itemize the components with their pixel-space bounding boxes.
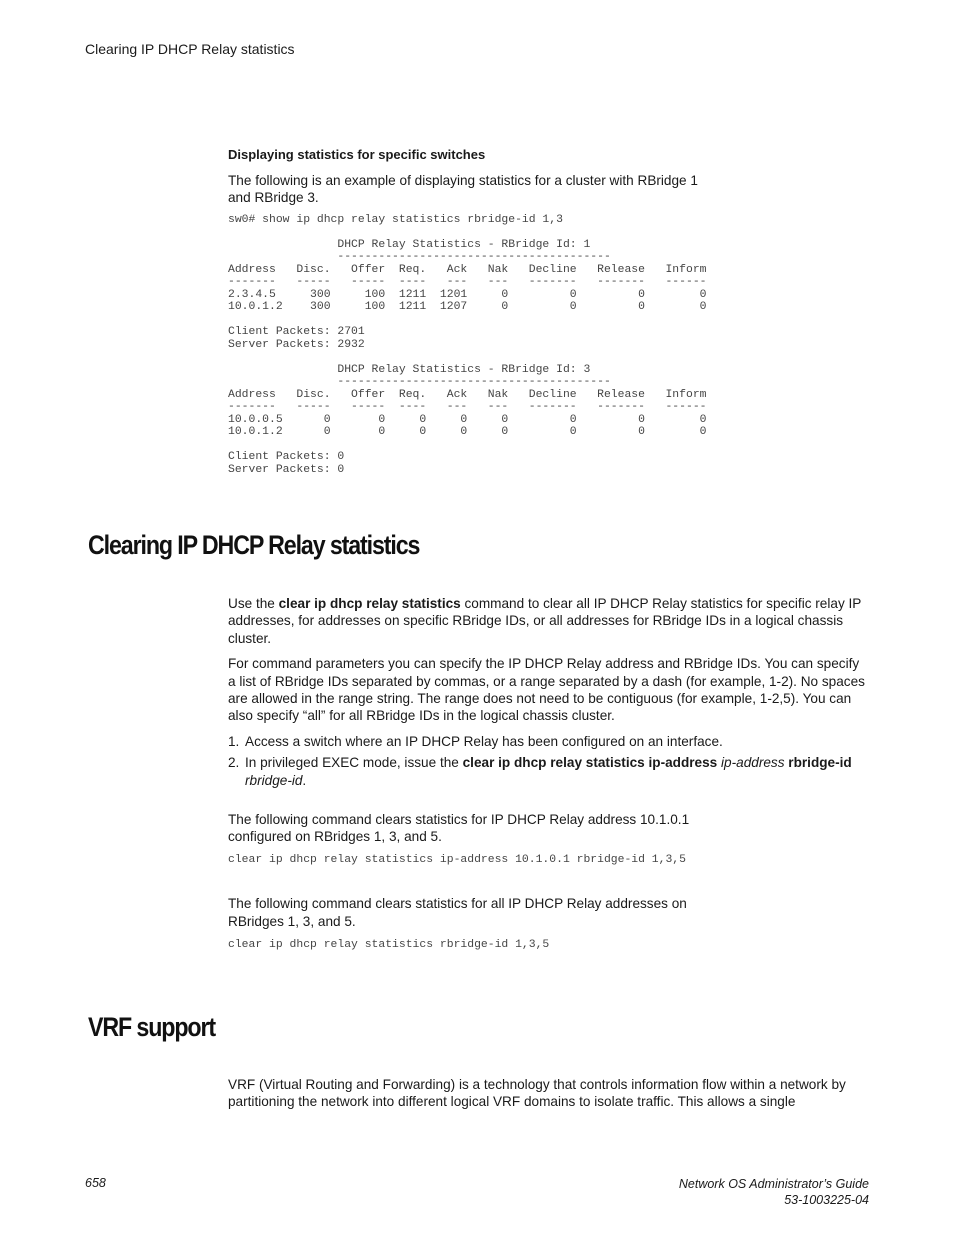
clearing-section [228, 595, 868, 952]
command-name: clear ip dhcp relay statistics [278, 596, 461, 611]
example-2-description: The following command clears statistics for all IP DHCP Relay addresses on RBridges 1, 3, and 5. [228, 896, 687, 929]
footer-doc-info [679, 1176, 869, 1208]
doc-number: 53-1003225-04 [784, 1193, 869, 1207]
clearing-paragraph-1: Use the clear ip dhcp relay statistics command to clear all IP DHCP Relay statistics for specific relay IP addresses, for addresses on specific RBridge IDs, or all addresses for RBridge IDs in a logical chassis cluster. [228, 596, 862, 646]
procedure-steps [228, 733, 868, 789]
intro-paragraph [228, 172, 868, 207]
specific-switches-section [228, 147, 868, 476]
page-title-clearing: Clearing IP DHCP Relay statistics [88, 530, 420, 560]
example-1-description: The following command clears statistics for IP DHCP Relay address 10.1.0.1 configured on RBridges 1, 3, and 5. [228, 812, 690, 845]
vrf-section [228, 1076, 868, 1111]
step-2: 2. In privileged EXEC mode, issue the clear ip dhcp relay statistics ip-address ip-address rbridge-id rbridge-id. [228, 755, 852, 788]
vrf-paragraph: VRF (Virtual Routing and Forwarding) is a technology that controls information flow within a network by partitioning the network into different logical VRF domains to isolate traffic. This allows a single [228, 1077, 846, 1110]
example-2-code: clear ip dhcp relay statistics rbridge-id 1,3,5 [228, 939, 550, 952]
statistics-output-code: sw0# show ip dhcp relay statistics rbridge-id 1,3 DHCP Relay Statistics - RBridge Id: 1 ---------------------------------------- Address Disc. Offer Req. Ack Nak Decline Release Inform ------- ----- ----- ---- --- --- ------- ------- ------ 2.3.4.5 300 100 1211 1201 0 0 0 0 10.0.1.2 300 100 1211 1207 0 0 0 0 Client Packets: 2701 Server Packets: 2932 DHCP Relay Statistics - RBridge Id: 3 ---------------------------------------- Address Disc. Offer Req. Ack Nak Decline Release Inform ------- ----- ----- ---- --- --- ------- ------- ------ 10.0.0.5 0 0 0 0 0 0 0 0 10.0.1.2 0 0 0 0 0 0 0 0 Client Packets: 0 Server Packets: 0 [228, 213, 707, 476]
example-1-code: clear ip dhcp relay statistics ip-address 10.1.0.1 rbridge-id 1,3,5 [228, 853, 686, 866]
step-1: 1. Access a switch where an IP DHCP Relay has been configured on an interface. [228, 733, 723, 749]
page-number: 658 [85, 1176, 106, 1190]
guide-title: Network OS Administrator’s Guide [678, 1177, 869, 1191]
intro-line-1: The following is an example of displaying statistics for a cluster with RBridge 1 [228, 173, 698, 188]
intro-line-2: and RBridge 3. [228, 190, 319, 206]
running-header: Clearing IP DHCP Relay statistics [85, 41, 295, 57]
page-title-vrf: VRF support [88, 1012, 216, 1042]
clearing-paragraph-2: For command parameters you can specify the IP DHCP Relay address and RBridge IDs. You can specify a list of RBridge IDs separated by commas, or a range separated by a dash (for example, 1-2). No spaces are allowed in the range string. The range does not need to be contiguous (for example, 1-2,5). You can also specify “all” for all RBridge IDs in the logical chassis cluster. [228, 656, 865, 724]
subheading: Displaying statistics for specific switches [228, 147, 486, 162]
